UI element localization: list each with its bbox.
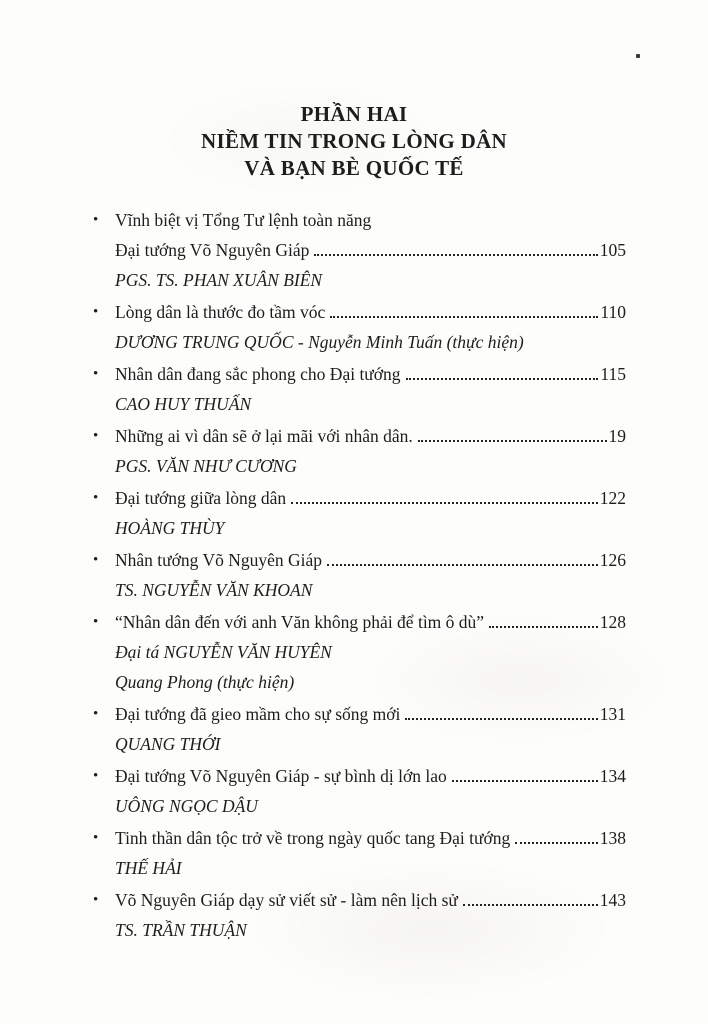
- toc-entry-title: Đại tướng Võ Nguyên Giáp: [115, 240, 310, 260]
- toc-entry: [93, 359, 626, 419]
- part-label: PHẦN HAI: [300, 102, 408, 126]
- toc-entry-title-lines: [115, 545, 626, 575]
- toc-entry-body: [115, 545, 626, 605]
- bullet-icon: •: [93, 768, 99, 784]
- dotted-leader: [463, 904, 598, 906]
- scan-speck: [636, 54, 640, 58]
- bullet-icon: •: [93, 212, 99, 228]
- page-number: 134: [599, 766, 626, 786]
- toc-entry-title-lines: [115, 823, 626, 853]
- toc-entry-body: [115, 421, 626, 481]
- toc-entry-title-line: [115, 823, 626, 853]
- author-name: CAO HUY THUẤN: [115, 394, 252, 414]
- toc-entry-body: [115, 699, 626, 759]
- toc-entry-title-lines: [115, 483, 626, 513]
- author-name: PGS. VĂN NHƯ CƯƠNG: [115, 456, 297, 476]
- toc-entry-authors: [115, 915, 626, 945]
- dotted-leader: [515, 842, 597, 844]
- toc-entry-authors: [115, 729, 626, 759]
- bullet-icon: •: [93, 552, 99, 568]
- dotted-leader: [330, 316, 598, 318]
- toc-entry-body: [115, 483, 626, 543]
- toc-entry-authors: [115, 513, 626, 543]
- page-number: 131: [599, 704, 626, 724]
- toc-entry-title-line: [115, 545, 626, 575]
- toc-entry-authors: [115, 575, 626, 605]
- author-name: PGS. TS. PHAN XUÂN BIÊN: [115, 270, 323, 290]
- dotted-leader: [418, 440, 607, 442]
- toc-entry-body: [115, 761, 626, 821]
- toc-entry-title-lines: [115, 421, 626, 451]
- toc-entry-body: [115, 205, 626, 295]
- toc-entry: [93, 607, 626, 697]
- toc-entry-title: Những ai vì dân sẽ ở lại mãi với nhân dân.: [115, 426, 413, 446]
- toc-entry: [93, 699, 626, 759]
- page-number: 122: [599, 488, 626, 508]
- toc-entry-title-lines: [115, 761, 626, 791]
- dotted-leader: [489, 626, 598, 628]
- dotted-leader: [405, 718, 597, 720]
- toc-entry-title: Nhân dân đang sắc phong cho Đại tướng: [115, 364, 401, 384]
- dotted-leader: [291, 502, 598, 504]
- author-name: Đại tá NGUYỄN VĂN HUYÊN: [115, 642, 332, 662]
- bullet-icon: •: [93, 706, 99, 722]
- bullet-icon: •: [93, 428, 99, 444]
- author-name: THẾ HẢI: [115, 858, 182, 878]
- section-title-line-1: NIỀM TIN TRONG LÒNG DÂN: [201, 129, 507, 153]
- toc-entry-title: Võ Nguyên Giáp dạy sử viết sử - làm nên lịch sử: [115, 890, 458, 910]
- toc-entry-title-line: [115, 359, 626, 389]
- toc-list: [93, 205, 626, 945]
- bullet-icon: •: [93, 304, 99, 320]
- toc-entry-title-lines: [115, 205, 626, 265]
- toc-entry-title: Đại tướng đã gieo mầm cho sự sống mới: [115, 704, 401, 724]
- toc-entry-title-line: [115, 235, 626, 265]
- toc-entry-title-line: [115, 607, 626, 637]
- page-number: 105: [599, 240, 626, 260]
- toc-entry-body: [115, 885, 626, 945]
- page-number: 143: [599, 890, 626, 910]
- toc-entry-authors: [115, 265, 626, 295]
- page-number: 128: [599, 612, 626, 632]
- toc-entry-title: Nhân tướng Võ Nguyên Giáp: [115, 550, 323, 570]
- toc-entry-title: Tinh thần dân tộc trở về trong ngày quốc tang Đại tướng: [115, 828, 511, 848]
- author-name: DƯƠNG TRUNG QUỐC - Nguyễn Minh Tuấn (thực hiện): [115, 332, 524, 352]
- toc-entry-body: [115, 607, 626, 697]
- page-number: 138: [599, 828, 626, 848]
- author-name: Quang Phong (thực hiện): [115, 672, 295, 692]
- toc-entry-authors: [115, 327, 626, 357]
- toc-entry-title: Đại tướng Võ Nguyên Giáp - sự bình dị lớn lao: [115, 766, 447, 786]
- toc-entry-authors: [115, 451, 626, 481]
- toc-entry-title-line: [115, 297, 626, 327]
- toc-entry-title-line: [115, 699, 626, 729]
- toc-entry-authors: [115, 791, 626, 821]
- dotted-leader: [452, 780, 598, 782]
- bullet-icon: •: [93, 366, 99, 382]
- toc-entry-body: [115, 823, 626, 883]
- toc-entry-authors: [115, 637, 626, 697]
- toc-entry-title: Đại tướng giữa lòng dân: [115, 488, 287, 508]
- toc-entry-title-lines: [115, 885, 626, 915]
- author-name: HOÀNG THÙY: [115, 518, 225, 538]
- bullet-icon: •: [93, 490, 99, 506]
- toc-entry-title: Lòng dân là thước đo tầm vóc: [115, 302, 326, 322]
- toc-entry-title-lines: [115, 699, 626, 729]
- toc-entry-title-line: [115, 761, 626, 791]
- toc-entry-title-lines: [115, 359, 626, 389]
- toc-entry-title-line: [115, 885, 626, 915]
- page-number: 19: [608, 426, 626, 446]
- author-name: UÔNG NGỌC DẬU: [115, 796, 258, 816]
- page-number: 126: [599, 550, 626, 570]
- toc-entry-title-line: [115, 205, 626, 235]
- dotted-leader: [327, 564, 598, 566]
- bullet-icon: •: [93, 614, 99, 630]
- toc-entry-title-line: [115, 421, 626, 451]
- toc-entry: [93, 421, 626, 481]
- toc-entry-title-line: [115, 483, 626, 513]
- bullet-icon: •: [93, 892, 99, 908]
- toc-entry: [93, 297, 626, 357]
- toc-entry-title: “Nhân dân đến với anh Văn không phải để tìm ô dù”: [115, 612, 485, 632]
- bullet-icon: •: [93, 830, 99, 846]
- toc-entry-title-lines: [115, 607, 626, 637]
- author-name: TS. NGUYỄN VĂN KHOAN: [115, 580, 313, 600]
- toc-entry: [93, 823, 626, 883]
- dotted-leader: [406, 378, 599, 380]
- dotted-leader: [314, 254, 597, 256]
- toc-entry: [93, 205, 626, 295]
- toc-entry: [93, 545, 626, 605]
- toc-entry-title: Vĩnh biệt vị Tổng Tư lệnh toàn năng: [115, 210, 372, 230]
- page-number: 110: [600, 302, 626, 322]
- author-name: QUANG THỚI: [115, 734, 221, 754]
- toc-entry-body: [115, 297, 626, 357]
- toc-entry: [93, 885, 626, 945]
- section-heading: [0, 101, 708, 182]
- author-name: TS. TRẦN THUẬN: [115, 920, 247, 940]
- toc-entry-title-lines: [115, 297, 626, 327]
- page-number: 115: [600, 364, 626, 384]
- toc-entry: [93, 483, 626, 543]
- toc-entry-authors: [115, 853, 626, 883]
- toc-entry-body: [115, 359, 626, 419]
- toc-entry-authors: [115, 389, 626, 419]
- toc-entry: [93, 761, 626, 821]
- section-title-line-2: VÀ BẠN BÈ QUỐC TẾ: [244, 156, 464, 180]
